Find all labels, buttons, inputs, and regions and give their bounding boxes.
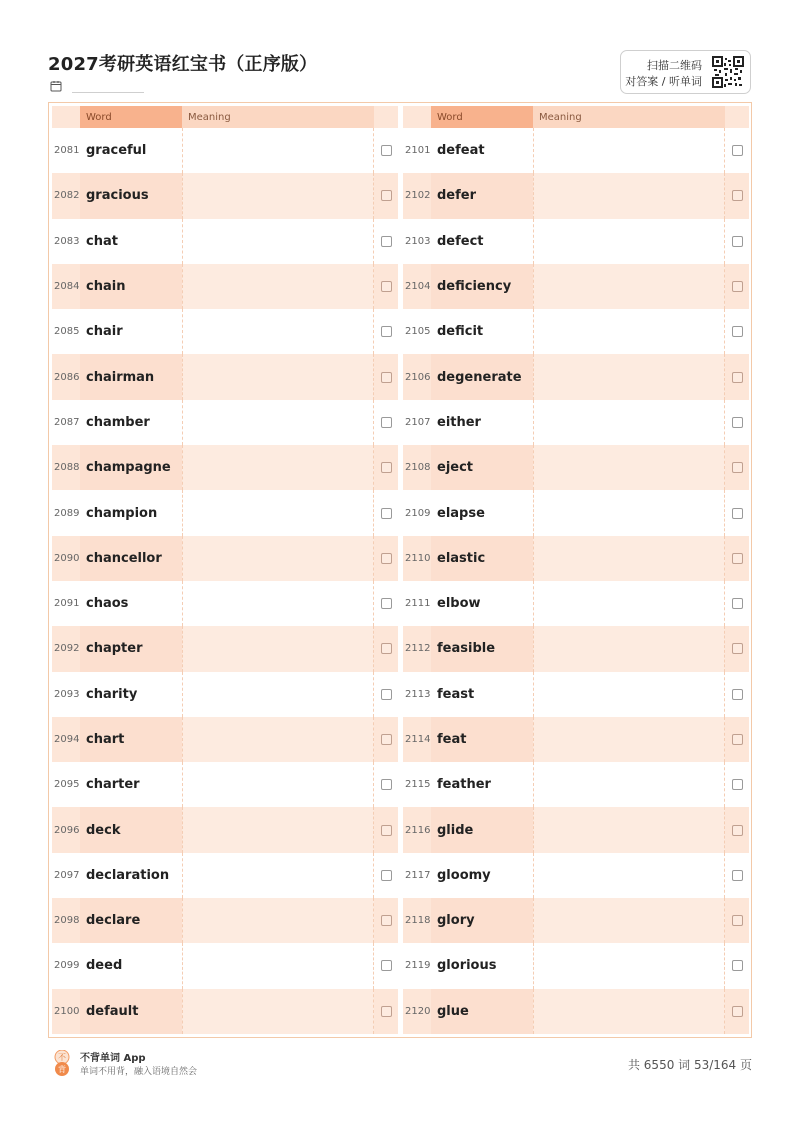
word-text: chairman — [80, 354, 182, 399]
table-row — [52, 626, 398, 671]
table-row — [403, 400, 749, 445]
checkbox-cell — [725, 354, 749, 399]
meaning-blank[interactable] — [533, 989, 725, 1034]
word-number: 2115 — [405, 779, 431, 791]
checkbox-cell — [725, 400, 749, 445]
table-row — [52, 309, 398, 354]
checkbox-cell — [725, 989, 749, 1034]
checkbox-cell — [374, 853, 398, 898]
meaning-blank[interactable] — [182, 717, 374, 762]
checkbox-cell — [725, 490, 749, 535]
review-checkbox[interactable] — [732, 372, 743, 383]
table-row — [52, 536, 398, 581]
meaning-blank[interactable] — [533, 807, 725, 852]
meaning-blank[interactable] — [182, 219, 374, 264]
app-logo-icon — [53, 1050, 71, 1076]
word-text: chancellor — [80, 536, 182, 581]
checkbox-cell — [374, 309, 398, 354]
table-row — [52, 128, 398, 173]
word-text: feat — [431, 717, 533, 762]
review-checkbox[interactable] — [732, 281, 743, 292]
meaning-blank[interactable] — [533, 853, 725, 898]
right-column — [403, 106, 749, 1034]
meaning-blank[interactable] — [533, 173, 725, 218]
review-checkbox[interactable] — [381, 960, 392, 971]
word-number: 2103 — [405, 235, 431, 247]
word-number: 2095 — [54, 779, 80, 791]
word-number: 2088 — [52, 445, 80, 490]
meaning-blank[interactable] — [182, 309, 374, 354]
word-text: feather — [437, 777, 491, 793]
review-checkbox[interactable] — [732, 145, 743, 156]
word-number: 2101 — [405, 145, 431, 157]
checkbox-cell — [374, 626, 398, 671]
word-text: deck — [80, 807, 182, 852]
meaning-blank[interactable] — [533, 128, 725, 173]
word-number: 2110 — [403, 536, 431, 581]
review-checkbox[interactable] — [381, 734, 392, 745]
meaning-blank[interactable] — [182, 445, 374, 490]
word-number: 2090 — [52, 536, 80, 581]
word-text: charity — [86, 686, 138, 702]
checkbox-cell — [374, 581, 398, 626]
word-number: 2118 — [403, 898, 431, 943]
table-row — [52, 490, 398, 535]
table-row — [403, 898, 749, 943]
meaning-blank[interactable] — [533, 490, 725, 535]
checkbox-cell — [725, 445, 749, 490]
page-title: 2027考研英语红宝书（正序版） — [48, 54, 318, 75]
table-row — [403, 264, 749, 309]
word-text: elapse — [437, 505, 485, 521]
word-number: 2116 — [403, 807, 431, 852]
table-row — [52, 672, 398, 717]
meaning-blank[interactable] — [533, 581, 725, 626]
checkbox-cell — [374, 219, 398, 264]
word-text: degenerate — [431, 354, 533, 399]
review-checkbox[interactable] — [732, 236, 743, 247]
checkbox-cell — [725, 128, 749, 173]
word-number: 2106 — [403, 354, 431, 399]
header-word: Word — [431, 106, 533, 128]
word-text: either — [437, 414, 481, 430]
checkbox-cell — [374, 173, 398, 218]
table-row — [403, 943, 749, 988]
word-number: 2120 — [403, 989, 431, 1034]
word-number: 2081 — [54, 145, 80, 157]
review-checkbox[interactable] — [732, 734, 743, 745]
review-checkbox[interactable] — [381, 643, 392, 654]
table-row — [52, 762, 398, 807]
word-number: 2107 — [405, 416, 431, 428]
meaning-blank[interactable] — [182, 354, 374, 399]
table-row — [403, 717, 749, 762]
table-row — [403, 581, 749, 626]
table-row — [52, 581, 398, 626]
word-text: feasible — [431, 626, 533, 671]
review-checkbox[interactable] — [381, 372, 392, 383]
table-row — [403, 219, 749, 264]
word-text: deed — [86, 958, 123, 974]
checkbox-cell — [374, 943, 398, 988]
checkbox-cell — [725, 626, 749, 671]
word-number: 2111 — [405, 598, 431, 610]
checkbox-cell — [725, 853, 749, 898]
svg-text:背: 背 — [58, 1065, 66, 1074]
word-text: gloomy — [437, 867, 491, 883]
header-number-cell — [52, 106, 80, 128]
checkbox-cell — [725, 536, 749, 581]
table-row — [52, 807, 398, 852]
table-header — [52, 106, 398, 128]
word-number: 2082 — [52, 173, 80, 218]
checkbox-cell — [374, 989, 398, 1034]
review-checkbox[interactable] — [381, 508, 392, 519]
word-text: chat — [86, 233, 118, 249]
checkbox-cell — [374, 762, 398, 807]
meaning-blank[interactable] — [533, 264, 725, 309]
word-number: 2093 — [54, 688, 80, 700]
word-rows — [403, 128, 749, 1034]
word-number: 2092 — [52, 626, 80, 671]
table-row — [403, 490, 749, 535]
meaning-blank[interactable] — [182, 807, 374, 852]
checkbox-cell — [374, 536, 398, 581]
meaning-blank[interactable] — [182, 626, 374, 671]
review-checkbox[interactable] — [381, 1006, 392, 1017]
word-text: defeat — [437, 143, 485, 159]
table-row — [403, 989, 749, 1034]
word-number: 2104 — [403, 264, 431, 309]
word-number: 2112 — [403, 626, 431, 671]
checkbox-cell — [725, 943, 749, 988]
footer-app-name: 不背单词 App — [80, 1053, 146, 1064]
meaning-blank[interactable] — [533, 309, 725, 354]
checkbox-cell — [725, 309, 749, 354]
header-number-cell — [403, 106, 431, 128]
review-checkbox[interactable] — [732, 643, 743, 654]
word-number: 2109 — [405, 507, 431, 519]
word-text: declare — [80, 898, 182, 943]
checkbox-cell — [374, 898, 398, 943]
word-number: 2097 — [54, 869, 80, 881]
word-text: default — [80, 989, 182, 1034]
review-checkbox[interactable] — [732, 508, 743, 519]
word-number: 2102 — [403, 173, 431, 218]
checkbox-cell — [374, 354, 398, 399]
table-row — [403, 762, 749, 807]
header-check-cell — [374, 106, 398, 128]
review-checkbox[interactable] — [732, 462, 743, 473]
review-checkbox[interactable] — [381, 689, 392, 700]
checkbox-cell — [374, 128, 398, 173]
word-text: defect — [437, 233, 484, 249]
review-checkbox[interactable] — [732, 553, 743, 564]
table-row — [52, 445, 398, 490]
word-text: champagne — [80, 445, 182, 490]
table-row — [52, 717, 398, 762]
meaning-blank[interactable] — [533, 400, 725, 445]
word-text: declaration — [86, 867, 170, 883]
table-row — [403, 853, 749, 898]
review-checkbox[interactable] — [381, 190, 392, 201]
table-header — [403, 106, 749, 128]
word-text: chaos — [86, 596, 129, 612]
word-text: chain — [80, 264, 182, 309]
meaning-blank[interactable] — [533, 898, 725, 943]
word-number: 2096 — [52, 807, 80, 852]
page-counter: 共 6550 词 53/164 页 — [627, 1058, 752, 1072]
checkbox-cell — [374, 672, 398, 717]
meaning-blank[interactable] — [182, 128, 374, 173]
table-row — [403, 309, 749, 354]
date-field[interactable] — [50, 80, 150, 94]
word-text: chair — [86, 324, 123, 340]
word-text: graceful — [86, 143, 147, 159]
meaning-blank[interactable] — [533, 626, 725, 671]
word-number: 2091 — [54, 598, 80, 610]
table-row — [403, 128, 749, 173]
review-checkbox[interactable] — [381, 145, 392, 156]
review-checkbox[interactable] — [732, 326, 743, 337]
checkbox-cell — [374, 490, 398, 535]
meaning-blank[interactable] — [533, 536, 725, 581]
meaning-blank[interactable] — [182, 762, 374, 807]
table-row — [52, 943, 398, 988]
review-checkbox[interactable] — [732, 779, 743, 790]
meaning-blank[interactable] — [182, 943, 374, 988]
header-meaning: Meaning — [182, 106, 374, 128]
word-number: 2117 — [405, 869, 431, 881]
date-underline — [72, 92, 144, 93]
word-text: elastic — [431, 536, 533, 581]
checkbox-cell — [725, 581, 749, 626]
table-row — [52, 853, 398, 898]
table-row — [52, 354, 398, 399]
review-checkbox[interactable] — [381, 236, 392, 247]
word-text: charter — [86, 777, 140, 793]
meaning-blank[interactable] — [182, 672, 374, 717]
checkbox-cell — [725, 807, 749, 852]
word-number: 2114 — [403, 717, 431, 762]
table-row — [52, 264, 398, 309]
word-text: eject — [431, 445, 533, 490]
word-text: champion — [86, 505, 158, 521]
review-checkbox[interactable] — [732, 1006, 743, 1017]
review-checkbox[interactable] — [732, 825, 743, 836]
word-number: 2086 — [52, 354, 80, 399]
vocab-sheet — [48, 102, 752, 1038]
review-checkbox[interactable] — [732, 870, 743, 881]
qr-code-icon[interactable] — [712, 56, 744, 88]
table-row — [52, 898, 398, 943]
review-checkbox[interactable] — [381, 326, 392, 337]
qr-caption-line1: 扫描二维码 — [647, 59, 702, 72]
calendar-icon — [50, 80, 62, 92]
svg-text:不: 不 — [58, 1053, 66, 1062]
meaning-blank[interactable] — [533, 762, 725, 807]
meaning-blank[interactable] — [182, 173, 374, 218]
word-text: feast — [437, 686, 475, 702]
meaning-blank[interactable] — [182, 536, 374, 581]
word-text: glory — [431, 898, 533, 943]
table-row — [52, 173, 398, 218]
header-word: Word — [80, 106, 182, 128]
review-checkbox[interactable] — [732, 598, 743, 609]
review-checkbox[interactable] — [732, 960, 743, 971]
word-number: 2105 — [405, 326, 431, 338]
qr-caption — [625, 58, 702, 90]
checkbox-cell — [374, 445, 398, 490]
word-number: 2083 — [54, 235, 80, 247]
word-text: glue — [431, 989, 533, 1034]
word-text: chapter — [80, 626, 182, 671]
checkbox-cell — [725, 264, 749, 309]
word-number: 2085 — [54, 326, 80, 338]
meaning-blank[interactable] — [182, 853, 374, 898]
review-checkbox[interactable] — [381, 825, 392, 836]
checkbox-cell — [725, 173, 749, 218]
review-checkbox[interactable] — [732, 190, 743, 201]
review-checkbox[interactable] — [381, 553, 392, 564]
header-meaning: Meaning — [533, 106, 725, 128]
qr-panel[interactable] — [620, 50, 751, 94]
checkbox-cell — [725, 898, 749, 943]
table-row — [52, 219, 398, 264]
meaning-blank[interactable] — [533, 717, 725, 762]
meaning-blank[interactable] — [182, 898, 374, 943]
table-row — [52, 989, 398, 1034]
review-checkbox[interactable] — [381, 915, 392, 926]
review-checkbox[interactable] — [381, 779, 392, 790]
word-text: deficit — [437, 324, 484, 340]
checkbox-cell — [725, 717, 749, 762]
checkbox-cell — [374, 264, 398, 309]
review-checkbox[interactable] — [381, 281, 392, 292]
table-row — [403, 626, 749, 671]
word-text: chamber — [86, 414, 150, 430]
review-checkbox[interactable] — [732, 915, 743, 926]
meaning-blank[interactable] — [182, 989, 374, 1034]
word-text: deficiency — [431, 264, 533, 309]
meaning-blank[interactable] — [533, 672, 725, 717]
table-row — [403, 807, 749, 852]
word-number: 2094 — [52, 717, 80, 762]
word-number: 2098 — [52, 898, 80, 943]
word-text: glorious — [437, 958, 497, 974]
word-number: 2119 — [405, 960, 431, 972]
table-row — [403, 672, 749, 717]
word-number: 2108 — [403, 445, 431, 490]
word-number: 2100 — [52, 989, 80, 1034]
checkbox-cell — [374, 400, 398, 445]
table-row — [403, 354, 749, 399]
qr-caption-line2: 对答案 / 听单词 — [625, 75, 702, 88]
review-checkbox[interactable] — [381, 417, 392, 428]
word-text: defer — [431, 173, 533, 218]
word-number: 2084 — [52, 264, 80, 309]
table-row — [52, 400, 398, 445]
header-check-cell — [725, 106, 749, 128]
word-text: gracious — [80, 173, 182, 218]
meaning-blank[interactable] — [533, 354, 725, 399]
word-number: 2089 — [54, 507, 80, 519]
checkbox-cell — [374, 807, 398, 852]
table-row — [403, 173, 749, 218]
review-checkbox[interactable] — [732, 417, 743, 428]
table-row — [403, 445, 749, 490]
checkbox-cell — [725, 762, 749, 807]
meaning-blank[interactable] — [182, 490, 374, 535]
word-text: glide — [431, 807, 533, 852]
meaning-blank[interactable] — [182, 264, 374, 309]
meaning-blank[interactable] — [182, 400, 374, 445]
footer-slogan: 单词不用背，融入语境自然会 — [80, 1067, 198, 1077]
checkbox-cell — [725, 672, 749, 717]
meaning-blank[interactable] — [182, 581, 374, 626]
table-row — [403, 536, 749, 581]
meaning-blank[interactable] — [533, 445, 725, 490]
word-number: 2099 — [54, 960, 80, 972]
word-number: 2113 — [405, 688, 431, 700]
checkbox-cell — [374, 717, 398, 762]
review-checkbox[interactable] — [381, 462, 392, 473]
left-column — [52, 106, 398, 1034]
review-checkbox[interactable] — [381, 598, 392, 609]
meaning-blank[interactable] — [533, 943, 725, 988]
checkbox-cell — [725, 219, 749, 264]
meaning-blank[interactable] — [533, 219, 725, 264]
word-text: chart — [80, 717, 182, 762]
word-text: elbow — [437, 596, 481, 612]
word-rows — [52, 128, 398, 1034]
review-checkbox[interactable] — [381, 870, 392, 881]
review-checkbox[interactable] — [732, 689, 743, 700]
word-number: 2087 — [54, 416, 80, 428]
